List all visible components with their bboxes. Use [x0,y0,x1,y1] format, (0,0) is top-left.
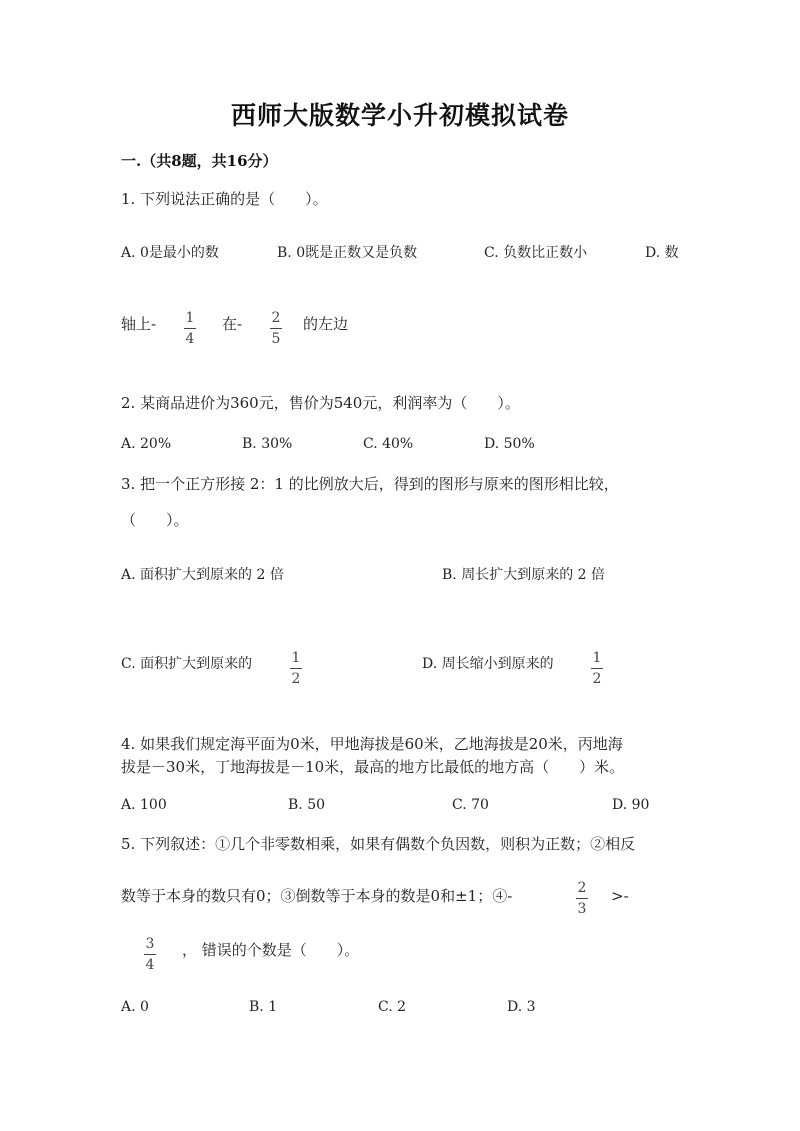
question-2-option-b: B. 30% [242,436,293,452]
fraction-numerator: 2 [271,310,281,326]
question-5-option-b: B. 1 [249,999,278,1015]
fraction-numerator: 1 [185,310,195,326]
question-5-stem-line-3: ， 错误的个数是（ ）。 [182,941,360,959]
fraction-denominator: 5 [271,331,281,347]
fraction-one-half [290,650,302,687]
fraction-numerator: 2 [577,880,587,896]
fraction-two-fifths [270,310,282,347]
fraction-bar [270,328,282,329]
fraction-denominator: 2 [592,671,602,687]
fraction-denominator: 2 [291,671,301,687]
question-3-stem-line-1: 3. 把一个正方形接 2：1 的比例放大后，得到的图形与原来的图形相比较， [121,475,619,493]
question-1-option-d-text: 在- [222,315,243,333]
fraction-bar [290,668,302,669]
question-4-option-c: C. 70 [452,797,489,813]
question-1-option-d-continuation: 轴上- [121,315,157,333]
section-heading: 一.（共8题，共16分） [121,152,278,170]
page-title: 西师大版数学小升初模拟试卷 [230,101,569,130]
fraction-three-quarters [144,936,156,973]
question-3-option-d: D. 周长缩小到原来的 [422,656,554,672]
fraction-one-quarter [184,310,196,347]
question-4-stem-line-2: 拔是－30米，丁地海拔是－10米，最高的地方比最低的地方高（ ）米。 [121,758,625,776]
question-1-option-a: A. 0是最小的数 [121,245,219,261]
question-1-option-b: B. 0既是正数又是负数 [277,245,418,261]
question-4-option-a: A. 100 [121,797,167,813]
question-2-option-a: A. 20% [121,436,172,452]
fraction-bar [144,954,156,955]
question-4-stem-line-1: 4. 如果我们规定海平面为0米，甲地海拔是60米，乙地海拔是20米，丙地海 [121,735,623,753]
fraction-denominator: 3 [577,901,587,917]
question-2-option-d: D. 50% [484,436,535,452]
fraction-denominator: 4 [145,957,155,973]
question-4-option-d: D. 90 [612,797,650,813]
question-1-option-d-ending: 的左边 [303,315,349,333]
question-5-option-d: D. 3 [507,999,536,1015]
fraction-denominator: 4 [185,331,195,347]
question-5-stem-line-2: 数等于本身的数只有0；③倒数等于本身的数是0和±1；④- [121,887,513,905]
question-1-option-c: C. 负数比正数小 [484,245,588,261]
fraction-two-thirds [576,880,588,917]
question-2-stem: 2. 某商品进价为360元，售价为540元，利润率为（ ）。 [121,394,520,412]
question-3-stem-line-2: （ ）。 [121,511,189,529]
question-1-stem: 1. 下列说法正确的是（ ）。 [121,190,328,208]
fraction-numerator: 1 [291,650,301,666]
question-5-option-a: A. 0 [121,999,149,1015]
fraction-numerator: 3 [145,936,155,952]
question-3-option-a: A. 面积扩大到原来的 2 倍 [121,567,284,583]
fraction-bar [591,668,603,669]
question-5-option-c: C. 2 [378,999,407,1015]
fraction-numerator: 1 [592,650,602,666]
fraction-bar [576,898,588,899]
fraction-bar [184,328,196,329]
question-3-option-b: B. 周长扩大到原来的 2 倍 [442,567,605,583]
question-5-stem-line-1: 5. 下列叙述：①几个非零数相乘，如果有偶数个负因数，则积为正数；②相反 [121,835,636,853]
greater-than-negative-sign: >- [611,887,629,905]
question-3-option-c: C. 面积扩大到原来的 [121,656,253,672]
question-1-option-d: D. 数 [645,245,679,261]
question-2-option-c: C. 40% [363,436,414,452]
fraction-one-half [591,650,603,687]
question-4-option-b: B. 50 [288,797,326,813]
